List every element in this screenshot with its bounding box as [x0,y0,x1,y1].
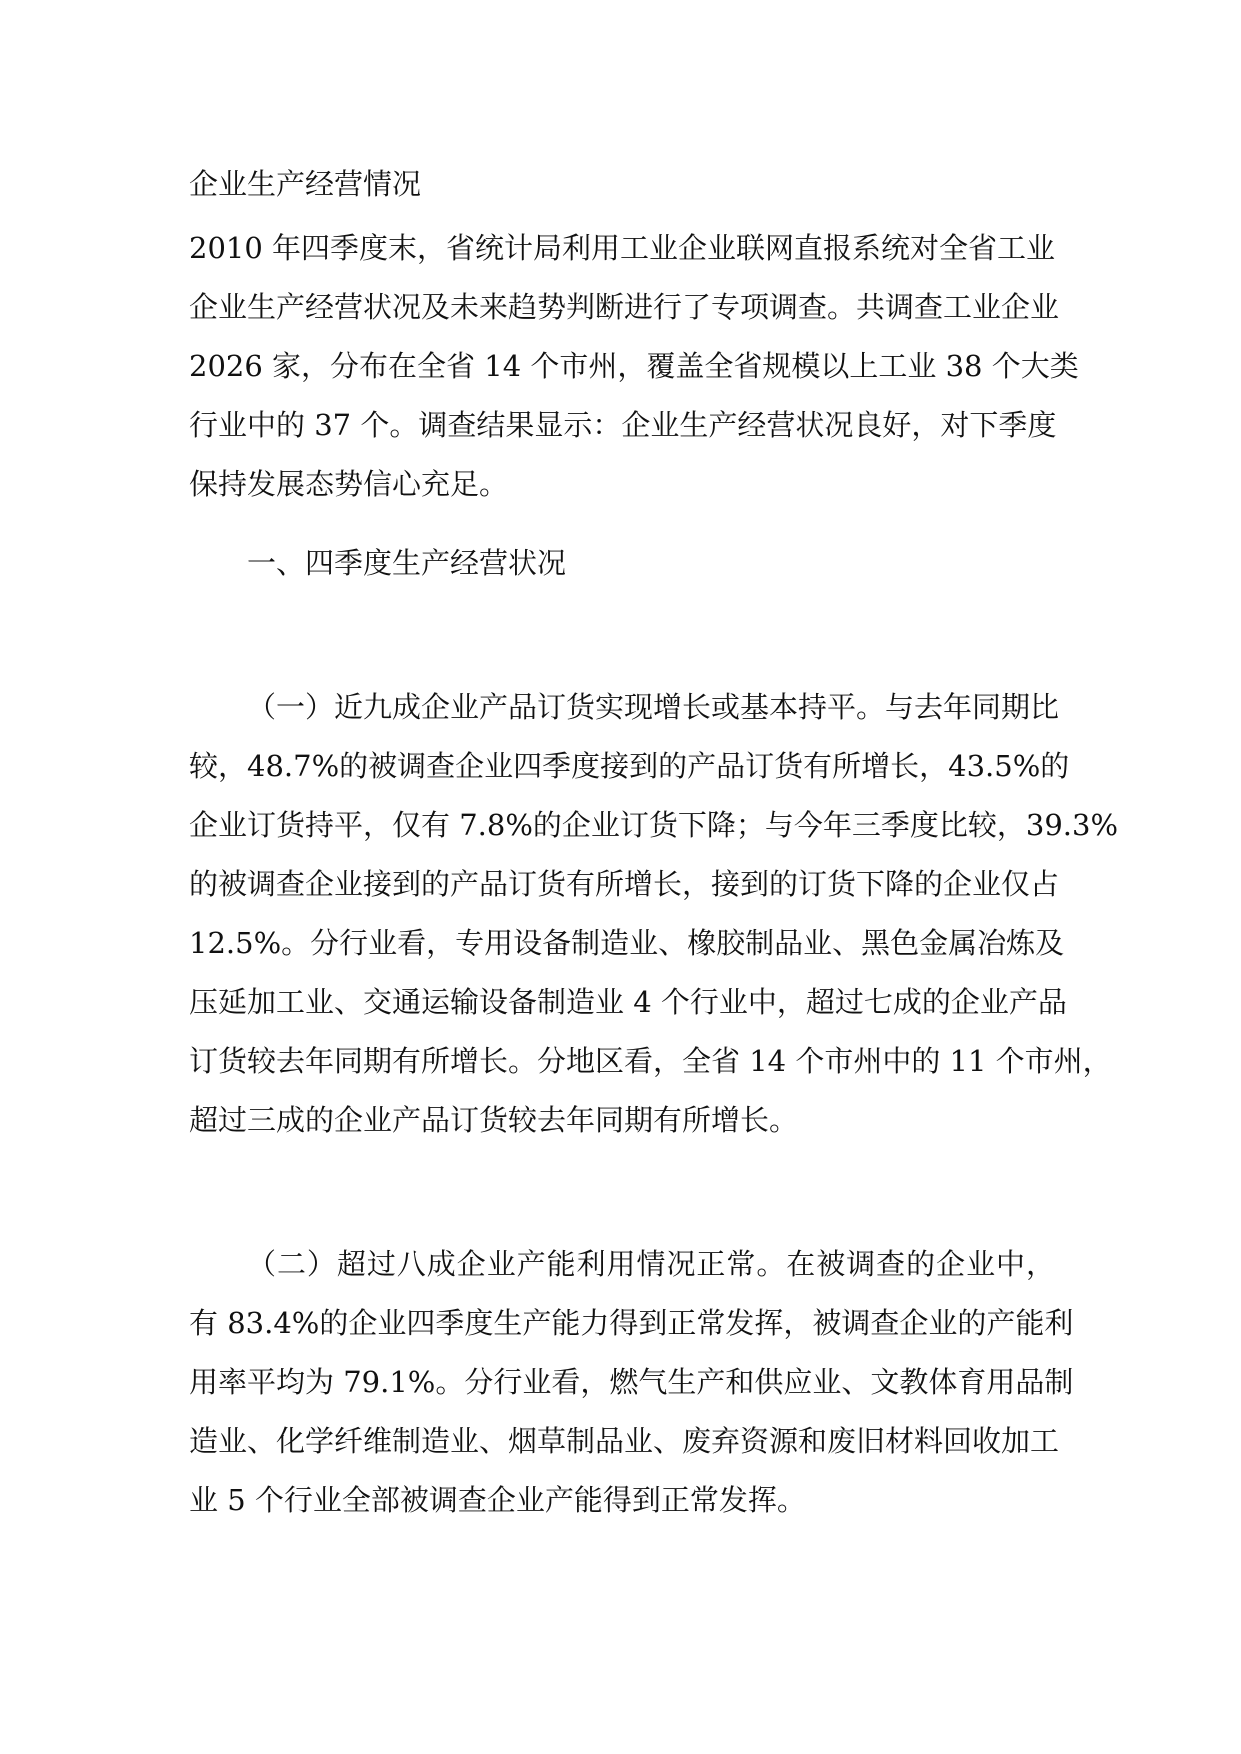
paragraph-line: 12.5%。分行业看，专用设备制造业、橡胶制品业、黑色金属冶炼及 [189,926,1065,960]
paragraph-line: 的被调查企业接到的产品订货有所增长，接到的订货下降的企业仅占 [189,867,1060,901]
document-title: 企业生产经营情况 [189,167,422,201]
paragraph-line: 有 83.4%的企业四季度生产能力得到正常发挥，被调查企业的产能利 [189,1306,1074,1340]
section-heading: 一、四季度生产经营状况 [247,546,567,580]
paragraph-line: 较，48.7%的被调查企业四季度接到的产品订货有所增长，43.5%的 [189,749,1070,783]
intro-line: 2010 年四季度末，省统计局利用工业企业联网直报系统对全省工业 [189,231,1056,265]
intro-line: 保持发展态势信心充足。 [189,467,509,501]
paragraph-line: 造业、化学纤维制造业、烟草制品业、废弃资源和废旧材料回收加工 [189,1424,1060,1458]
intro-line: 行业中的 37 个。调查结果显示：企业生产经营状况良好，对下季度 [189,408,1057,442]
paragraph-line: 超过三成的企业产品订货较去年同期有所增长。 [189,1103,799,1137]
paragraph-line: 订货较去年同期有所增长。分地区看，全省 14 个市州中的 11 个市州， [189,1044,1112,1078]
paragraph-line: （二）超过八成企业产能利用情况正常。在被调查的企业中， [247,1247,1055,1281]
intro-line: 企业生产经营状况及未来趋势判断进行了专项调查。共调查工业企业 [189,290,1060,324]
paragraph-line: 压延加工业、交通运输设备制造业 4 个行业中，超过七成的企业产品 [189,985,1067,1019]
intro-line: 2026 家，分布在全省 14 个市州，覆盖全省规模以上工业 38 个大类 [189,349,1079,383]
paragraph-line: 企业订货持平，仅有 7.8%的企业订货下降；与今年三季度比较，39.3% [189,808,1119,842]
paragraph-line: 用率平均为 79.1%。分行业看，燃气生产和供应业、文教体育用品制 [189,1365,1074,1399]
paragraph-line: （一）近九成企业产品订货实现增长或基本持平。与去年同期比 [247,690,1060,724]
paragraph-line: 业 5 个行业全部被调查企业产能得到正常发挥。 [189,1483,806,1517]
